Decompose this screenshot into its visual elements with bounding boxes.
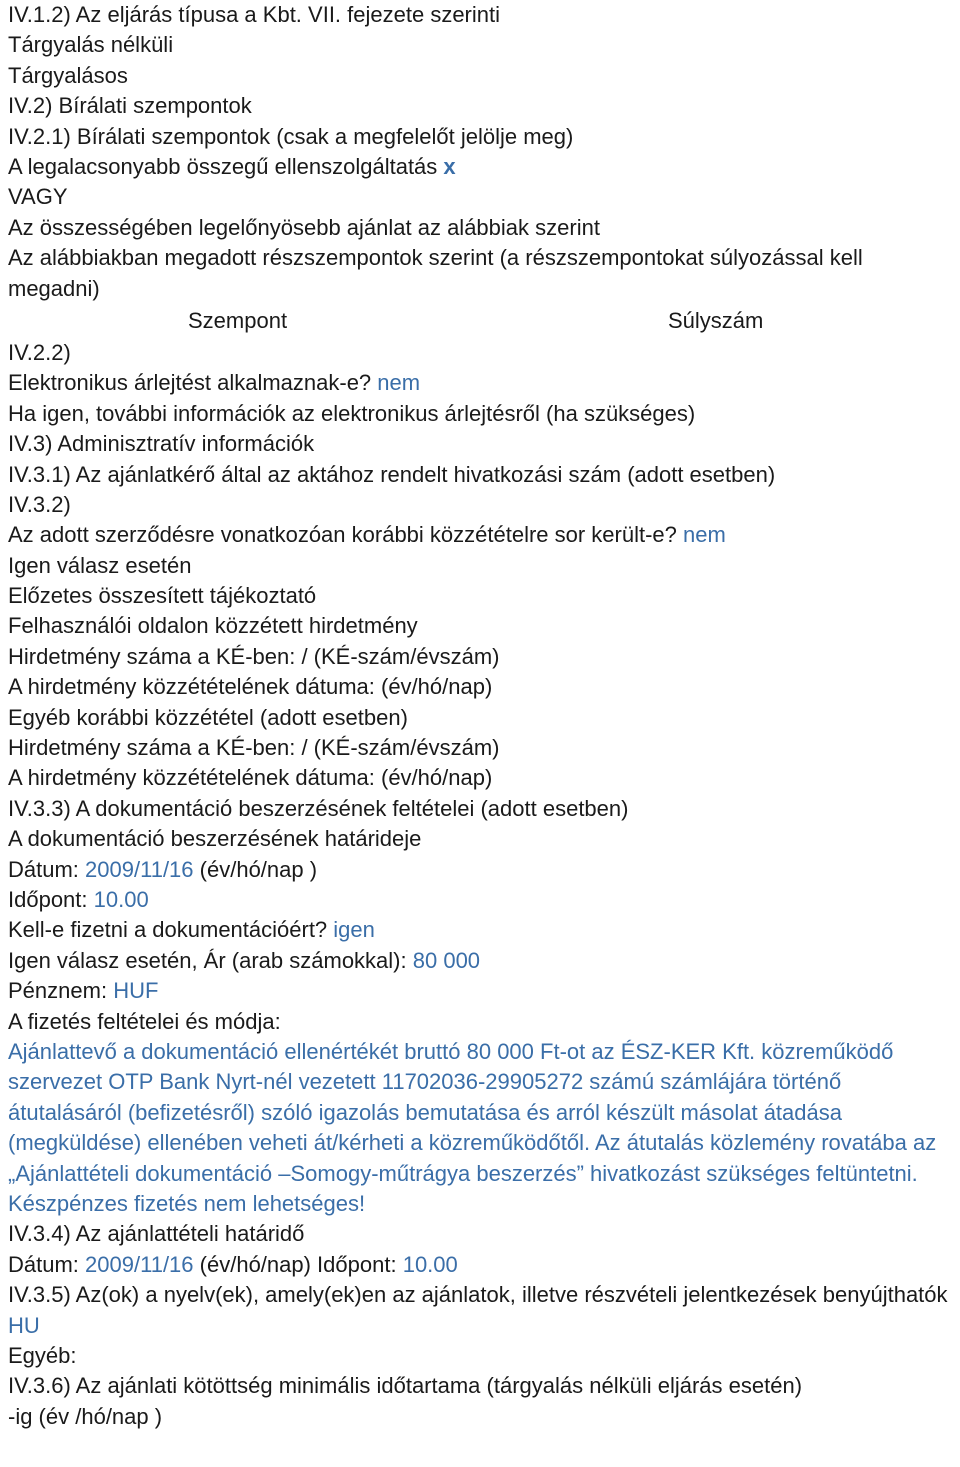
criterion-lowest-price [8, 152, 956, 182]
criterion-lowest-price-label: A legalacsonyabb összegű ellenszolgáltatás [8, 153, 438, 179]
buyer-profile-notice: Felhasználói oldalon közzétett hirdetmény [8, 613, 418, 639]
section-iv-1-2: IV.1.2) Az eljárás típusa a Kbt. VII. fejezete szerinti [8, 2, 501, 27]
section-iv-3-2: IV.3.2) [8, 491, 71, 517]
documentation-time-label: Időpont: [8, 886, 88, 912]
or-separator: VAGY [8, 184, 68, 210]
criteria-table-header [8, 304, 956, 338]
notice-date-2: A hirdetmény közzétételének dátuma: (év/hó/nap) [8, 765, 493, 791]
payment-terms-heading: A fizetés feltételei és módja: [8, 1008, 281, 1034]
notice-number-2: Hirdetmény száma a KÉ-ben: / (KÉ-szám/évszám) [8, 735, 500, 761]
documentation-time-value: 10.00 [93, 886, 149, 912]
documentation-deadline-heading: A dokumentáció beszerzésének határideje [8, 826, 422, 852]
option-negotiated: Tárgyalásos [8, 62, 128, 88]
prior-publication-label: Az adott szerződésre vonatkozóan korábbi közzétételre sor került-e? [8, 522, 677, 548]
tender-deadline-date-label: Dátum: [8, 1251, 79, 1277]
section-iv-3-6: IV.3.6) Az ajánlati kötöttség minimális időtartama (tárgyalás nélküli eljárás esetén) [8, 1373, 803, 1399]
other-prior-publication: Egyéb korábbi közzététel (adott esetben) [8, 704, 408, 730]
documentation-price [8, 946, 956, 976]
payment-terms-text: Ajánlattevő a dokumentáció ellenértékét bruttó 80 000 Ft-ot az ÉSZ-KER Kft. közreműködő szervezet OTP Bank Nyrt-nél vezetett 11702036-29905272 számú számlájára történő átutalásáról (befizetésről) szóló igazolás bemutatása és arról készült másolat átadása (megküldése) ellenében veheti át/kérheti a közreműködőtől. Az átutalás közlemény rovatába az „Ajánlattételi dokumentáció –Somogy-műtrágya beszerzés” hivatkozást szükséges feltüntetni. Készpénzes fizetés nem lehetséges! [8, 1038, 937, 1216]
other-language-label: Egyéb: [8, 1342, 77, 1368]
documentation-currency-value: HUF [113, 978, 159, 1004]
prior-publication-value: nem [683, 522, 726, 548]
criterion-selected-mark: x [443, 153, 456, 179]
section-iv-2: IV.2) Bírálati szempontok [8, 93, 252, 119]
documentation-date-label: Dátum: [8, 856, 79, 882]
notice-date-1: A hirdetmény közzétételének dátuma: (év/hó/nap) [8, 674, 493, 700]
column-header-weight: Súlyszám [668, 307, 764, 333]
documentation-date [8, 855, 956, 885]
section-iv-3-4: IV.3.4) Az ajánlattételi határidő [8, 1221, 305, 1247]
e-auction-info: Ha igen, további információk az elektronikus árlejtésről (ha szükséges) [8, 400, 696, 426]
documentation-fee-value: igen [333, 917, 375, 943]
documentation-fee-question [8, 915, 956, 945]
if-yes-note: Igen válasz esetén [8, 552, 192, 578]
tender-deadline-time-label: (év/hó/nap) Időpont: [199, 1251, 397, 1277]
validity-period: -ig (év /hó/nap ) [8, 1403, 163, 1429]
notice-number-1: Hirdetmény száma a KÉ-ben: / (KÉ-szám/évszám) [8, 643, 500, 669]
section-iv-2-1: IV.2.1) Bírálati szempontok (csak a megfelelőt jelölje meg) [8, 123, 574, 149]
section-iv-2-2: IV.2.2) [8, 339, 71, 365]
documentation-time [8, 885, 956, 915]
documentation-currency-label: Pénznem: [8, 978, 108, 1004]
e-auction-question [8, 368, 956, 398]
tender-deadline-date-value: 2009/11/16 [85, 1251, 194, 1277]
tender-deadline [8, 1250, 956, 1280]
documentation-price-label: Igen válasz esetén, Ár (arab számokkal): [8, 947, 407, 973]
documentation-fee-label: Kell-e fizetni a dokumentációért? [8, 917, 328, 943]
prior-publication-question [8, 520, 956, 550]
section-iv-3: IV.3) Adminisztratív információk [8, 431, 315, 457]
documentation-currency [8, 976, 956, 1006]
section-iv-3-3: IV.3.3) A dokumentáció beszerzésének feltételei (adott esetben) [8, 795, 629, 821]
e-auction-label: Elektronikus árlejtést alkalmaznak-e? [8, 370, 372, 396]
section-iv-3-5: IV.3.5) Az(ok) a nyelv(ek), amely(ek)en az ajánlatok, illetve részvételi jelentkezések benyújthatók [8, 1282, 948, 1308]
documentation-date-format: (év/hó/nap ) [199, 856, 318, 882]
document-body [8, 0, 956, 1432]
prior-information-notice: Előzetes összesített tájékoztató [8, 583, 317, 609]
tender-deadline-time-value: 10.00 [402, 1251, 458, 1277]
language-value: HU [8, 1312, 40, 1338]
section-iv-3-1: IV.3.1) Az ajánlatkérő által az aktához rendelt hivatkozási szám (adott esetben) [8, 461, 776, 487]
column-header-criterion: Szempont [188, 307, 288, 333]
e-auction-value: nem [377, 370, 421, 396]
documentation-price-value: 80 000 [412, 947, 481, 973]
option-negotiated-none: Tárgyalás nélküli [8, 32, 174, 58]
documentation-date-value: 2009/11/16 [85, 856, 194, 882]
criterion-most-advantageous: Az összességében legelőnyösebb ajánlat az alábbiak szerint [8, 214, 600, 240]
sub-criteria-note: Az alábbiakban megadott részszempontok szerint (a részszempontokat súlyozással kell megadni) [8, 245, 863, 301]
